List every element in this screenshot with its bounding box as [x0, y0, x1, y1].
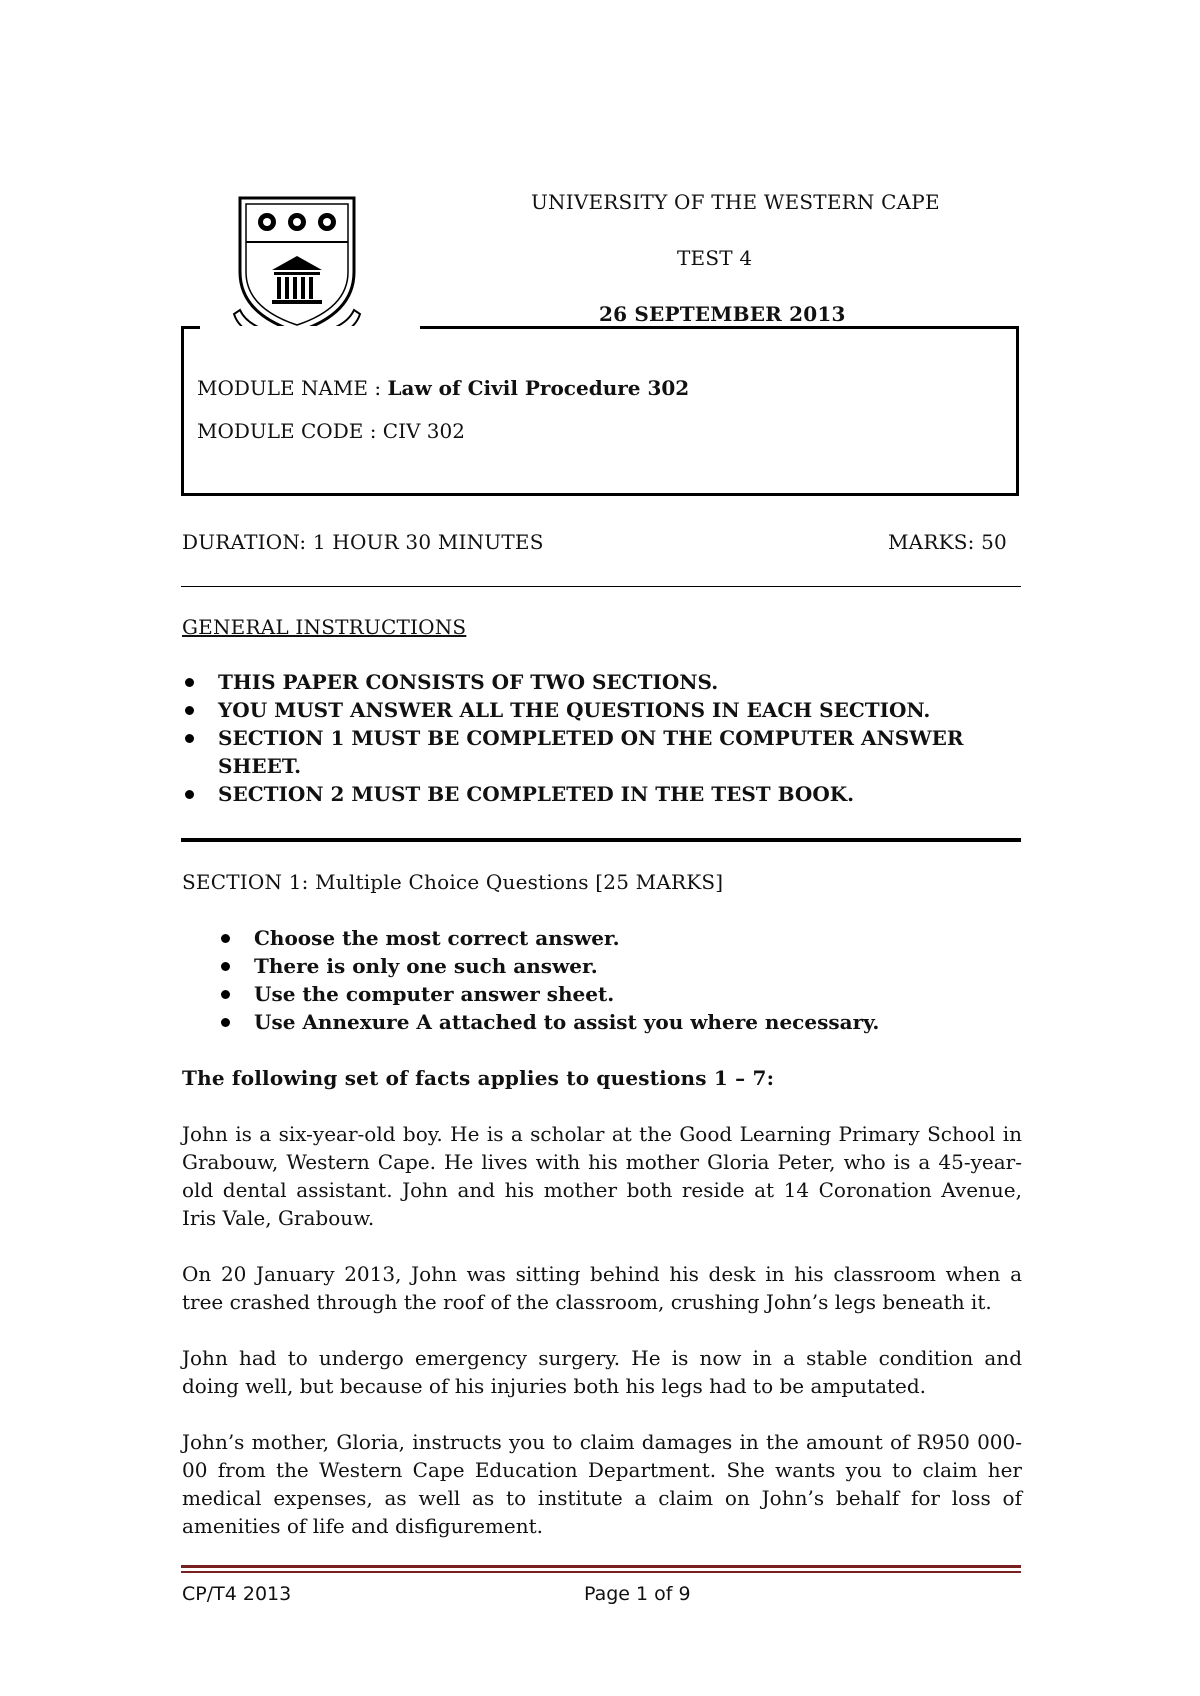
- module-name-label: MODULE NAME :: [197, 376, 388, 400]
- section1-heading: [182, 870, 723, 894]
- test-number: TEST 4: [677, 246, 753, 270]
- facts-paragraph-3: John had to undergo emergency surgery. He is now in a stable condition and doing well, but because of his injuries both his legs had to be amputated.: [182, 1346, 1022, 1398]
- list-item: SECTION 2 MUST BE COMPLETED IN THE TEST BOOK.: [182, 780, 1022, 808]
- module-name: [197, 376, 689, 400]
- section1-heading-text: SECTION 1: Multiple Choice Questions [25 MARKS]: [182, 870, 724, 894]
- facts-heading: The following set of facts applies to questions 1 – 7:: [182, 1066, 775, 1090]
- module-name-value: Law of Civil Procedure 302: [387, 376, 690, 400]
- list-item: There is only one such answer.: [218, 952, 1018, 980]
- general-instructions-heading: GENERAL INSTRUCTIONS: [182, 615, 467, 639]
- module-code-label: MODULE CODE :: [197, 419, 383, 443]
- facts-paragraph-4: John’s mother, Gloria, instructs you to claim damages in the amount of R950 000-00 from the Western Cape Education Department. She wants you to claim her medical expenses, as well as to institute a claim on John’s behalf for loss of amenities of life and disfigurement.: [182, 1430, 1022, 1538]
- exam-marks: MARKS: 50: [888, 530, 1007, 554]
- university-name: UNIVERSITY OF THE WESTERN CAPE: [531, 190, 940, 214]
- footer-rule-secondary: [181, 1571, 1021, 1573]
- exam-duration: DURATION: 1 HOUR 30 MINUTES: [182, 530, 544, 554]
- footer-course-code: CP/T4 2013: [182, 1583, 292, 1605]
- divider-line: [181, 586, 1021, 587]
- list-item: SECTION 1 MUST BE COMPLETED ON THE COMPUTER ANSWER SHEET.: [182, 724, 1022, 780]
- module-code: [197, 419, 465, 443]
- list-item: Choose the most correct answer.: [218, 924, 1018, 952]
- section1-instructions-list: [218, 924, 1018, 1036]
- footer-rule: [181, 1565, 1021, 1568]
- facts-paragraph-2: On 20 January 2013, John was sitting behind his desk in his classroom when a tree crashed through the roof of the classroom, crushing John’s legs beneath it.: [182, 1262, 1022, 1314]
- facts-paragraph-1: John is a six-year-old boy. He is a scholar at the Good Learning Primary School in Grabouw, Western Cape. He lives with his mother Gloria Peter, who is a 45-year-old dental assistant. John and his mother both reside at 14 Coronation Avenue, Iris Vale, Grabouw.: [182, 1122, 1022, 1230]
- test-date: 26 SEPTEMBER 2013: [599, 302, 846, 326]
- list-item: YOU MUST ANSWER ALL THE QUESTIONS IN EACH SECTION.: [182, 696, 1022, 724]
- footer-page-number: Page 1 of 9: [584, 1583, 691, 1605]
- list-item: THIS PAPER CONSISTS OF TWO SECTIONS.: [182, 668, 1022, 696]
- module-code-value: CIV 302: [382, 419, 465, 443]
- thick-divider: [181, 838, 1021, 842]
- module-info-box: [181, 326, 1019, 496]
- list-item: Use the computer answer sheet.: [218, 980, 1018, 1008]
- list-item: Use Annexure A attached to assist you where necessary.: [218, 1008, 1018, 1036]
- general-instructions-list: [182, 668, 1022, 808]
